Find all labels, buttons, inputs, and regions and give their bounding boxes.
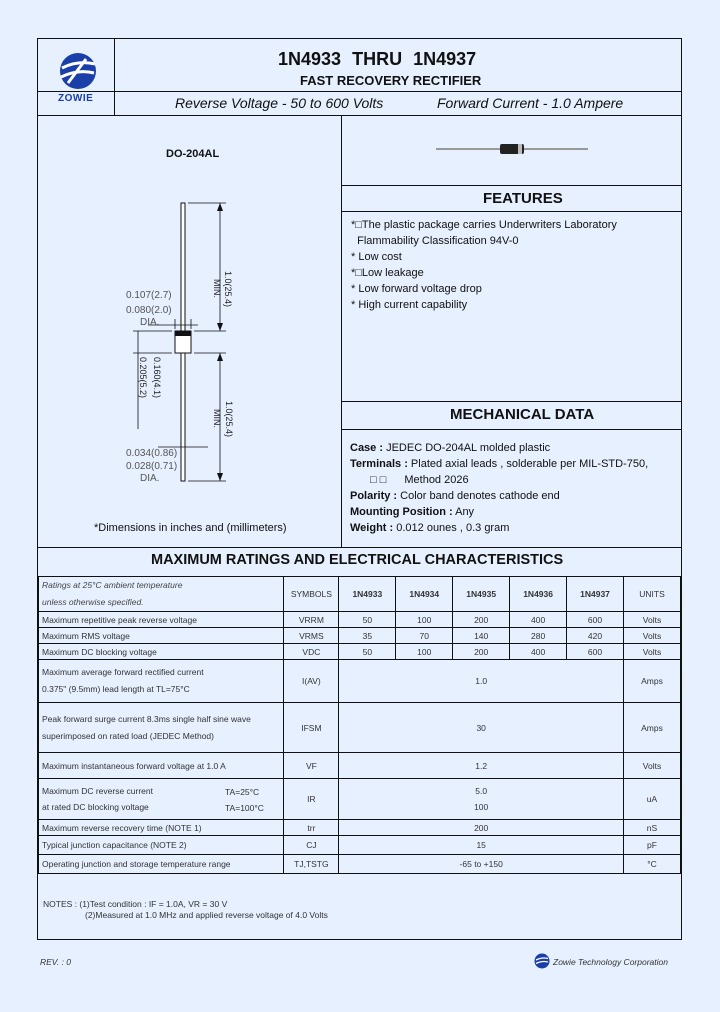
col-part: 1N4933 xyxy=(339,577,396,612)
table-row xyxy=(39,779,681,820)
row-value: 600 xyxy=(567,644,624,660)
row-value: 50 xyxy=(339,644,396,660)
row-symbol: VRMS xyxy=(284,628,339,644)
title-thru: THRU xyxy=(352,49,403,69)
zowie-globe-icon xyxy=(56,51,100,91)
row-symbol: VF xyxy=(284,753,339,779)
method-line: □ □ Method 2026 xyxy=(370,474,469,486)
table-row xyxy=(39,628,681,644)
row-unit: Volts xyxy=(623,753,680,779)
case-line: Case : JEDEC DO-204AL molded plastic xyxy=(350,442,551,454)
row-value: 100 xyxy=(396,612,453,628)
row-symbol: I(AV) xyxy=(284,660,339,703)
dim-top-lead-min: MIN. xyxy=(212,279,222,298)
table-header-row xyxy=(39,577,681,612)
row-label: Typical junction capacitance (NOTE 2) xyxy=(39,836,284,855)
row-label: Maximum DC blocking voltage xyxy=(39,644,284,660)
row-value: 15 xyxy=(339,836,624,855)
row-symbol: IFSM xyxy=(284,703,339,753)
datasheet xyxy=(37,38,682,940)
dim-body-length-max: 0.205(5.2) xyxy=(138,357,148,399)
row-label: Maximum repetitive peak reverse voltage xyxy=(39,612,284,628)
row-value: 600 xyxy=(567,612,624,628)
row-symbol: IR xyxy=(284,779,339,820)
row-symbol: VDC xyxy=(284,644,339,660)
company-name: Zowie Technology Corporation xyxy=(553,957,668,967)
row-symbol: CJ xyxy=(284,836,339,855)
zowie-logo xyxy=(56,51,100,105)
row-value: 400 xyxy=(510,644,567,660)
polarity-line: Polarity : Color band denotes cathode end xyxy=(350,490,560,502)
dim-lead-dia-max: 0.034(0.86) xyxy=(126,448,178,459)
row-unit: °C xyxy=(623,855,680,874)
note-2: (2)Measured at 1.0 MHz and applied reverse voltage of 4.0 Volts xyxy=(85,910,328,920)
row-unit: nS xyxy=(623,820,680,836)
title-part-number-end: 1N4937 xyxy=(413,49,477,69)
mounting-line: Mounting Position : Any xyxy=(350,506,475,518)
dim-bottom-lead-length: 1.0(25.4) xyxy=(224,401,234,438)
row-value: 400 xyxy=(510,612,567,628)
row-label: Maximum reverse recovery time (NOTE 1) xyxy=(39,820,284,836)
col-units: UNITS xyxy=(623,577,680,612)
row-unit: Volts xyxy=(623,644,680,660)
row-value: 30 xyxy=(339,703,624,753)
table-row xyxy=(39,703,681,753)
table-row xyxy=(39,836,681,855)
table-row xyxy=(39,820,681,836)
row-unit: pF xyxy=(623,836,680,855)
dim-body-dia-max: 0.107(2.7) xyxy=(126,290,172,301)
row-value: 5.0 100 xyxy=(339,779,624,820)
note-1: NOTES : (1)Test condition : IF = 1.0A, VR = 30 V xyxy=(43,899,228,909)
row-value: 200 xyxy=(339,820,624,836)
row-value: 280 xyxy=(510,628,567,644)
dim-body-dia-min: 0.080(2.0) xyxy=(126,305,172,316)
row-label: Operating junction and storage temperature range xyxy=(39,855,284,874)
dim-top-lead-length: 1.0(25.4) xyxy=(223,271,233,308)
feature-item: * Low cost xyxy=(351,251,402,263)
feature-item: * High current capability xyxy=(351,299,468,311)
feature-item: * Low forward voltage drop xyxy=(351,283,482,295)
row-value: 200 xyxy=(453,644,510,660)
logo-text: ZOWIE xyxy=(58,93,94,104)
row-label: Maximum average forward rectified current 0.375" (9.5mm) lead length at TL=75°C xyxy=(39,660,284,703)
row-value: -65 to +150 xyxy=(339,855,624,874)
weight-line: Weight : 0.012 ounes , 0.3 gram xyxy=(350,522,510,534)
diode-photo xyxy=(436,143,588,155)
mechanical-title: MECHANICAL DATA xyxy=(450,406,595,423)
ratings-title: MAXIMUM RATINGS AND ELECTRICAL CHARACTERISTICS xyxy=(151,552,564,568)
row-unit: Volts xyxy=(623,612,680,628)
row-value: 420 xyxy=(567,628,624,644)
row-symbol: trr xyxy=(284,820,339,836)
package-outline-drawing xyxy=(108,189,308,489)
row-label: Maximum DC reverse current at rated DC blocking voltage TA=25°C TA=100°C xyxy=(39,779,284,820)
col-part: 1N4934 xyxy=(396,577,453,612)
row-unit: Amps xyxy=(623,660,680,703)
row-symbol: VRRM xyxy=(284,612,339,628)
dim-body-length-min: 0.160(4.1) xyxy=(152,357,162,399)
company-logo-icon xyxy=(534,953,550,969)
row-value: 1.0 xyxy=(339,660,624,703)
col-symbols: SYMBOLS xyxy=(284,577,339,612)
row-unit: Amps xyxy=(623,703,680,753)
features-title: FEATURES xyxy=(483,190,563,207)
feature-item: *□Low leakage xyxy=(351,267,424,279)
row-value: 100 xyxy=(396,644,453,660)
dim-bottom-lead-min: MIN. xyxy=(212,409,222,428)
row-value: 70 xyxy=(396,628,453,644)
feature-item: *□The plastic package carries Underwriters Laboratory xyxy=(351,219,617,231)
row-value: 50 xyxy=(339,612,396,628)
dim-body-dia-label: DIA. xyxy=(140,317,160,328)
revision: REV. : 0 xyxy=(40,957,72,967)
table-row xyxy=(39,855,681,874)
page-subtitle: FAST RECOVERY RECTIFIER xyxy=(300,73,482,88)
row-value: 200 xyxy=(453,612,510,628)
package-name: DO-204AL xyxy=(166,148,220,160)
row-value: 1.2 xyxy=(339,753,624,779)
row-value: 35 xyxy=(339,628,396,644)
row-label: Maximum instantaneous forward voltage at 1.0 A xyxy=(39,753,284,779)
row-unit: Volts xyxy=(623,628,680,644)
row-symbol: TJ,TSTG xyxy=(284,855,339,874)
col-part: 1N4936 xyxy=(510,577,567,612)
table-row xyxy=(39,644,681,660)
ratings-table xyxy=(38,576,681,874)
row-value: 140 xyxy=(453,628,510,644)
reverse-voltage-spec: Reverse Voltage - 50 to 600 Volts xyxy=(175,95,384,111)
row-label: Peak forward surge current 8.3ms single half sine wave superimposed on rated load (JEDEC Method) xyxy=(39,703,284,753)
table-row xyxy=(39,753,681,779)
table-row xyxy=(39,612,681,628)
terminals-line: Terminals : Plated axial leads , solderable per MIL-STD-750, xyxy=(350,458,649,470)
table-row xyxy=(39,660,681,703)
forward-current-spec: Forward Current - 1.0 Ampere xyxy=(437,95,624,111)
feature-item: Flammability Classification 94V-0 xyxy=(351,235,519,247)
dimensions-note: *Dimensions in inches and (millimeters) xyxy=(94,522,287,534)
dim-lead-dia-min: 0.028(0.71) xyxy=(126,461,178,472)
col-part: 1N4937 xyxy=(567,577,624,612)
dim-lead-dia-label: DIA. xyxy=(140,473,160,484)
title-part-number-start: 1N4933 xyxy=(278,49,342,69)
row-unit: uA xyxy=(623,779,680,820)
table-conditions: Ratings at 25°C ambient temperature unless otherwise specified. xyxy=(39,577,284,612)
col-part: 1N4935 xyxy=(453,577,510,612)
row-label: Maximum RMS voltage xyxy=(39,628,284,644)
